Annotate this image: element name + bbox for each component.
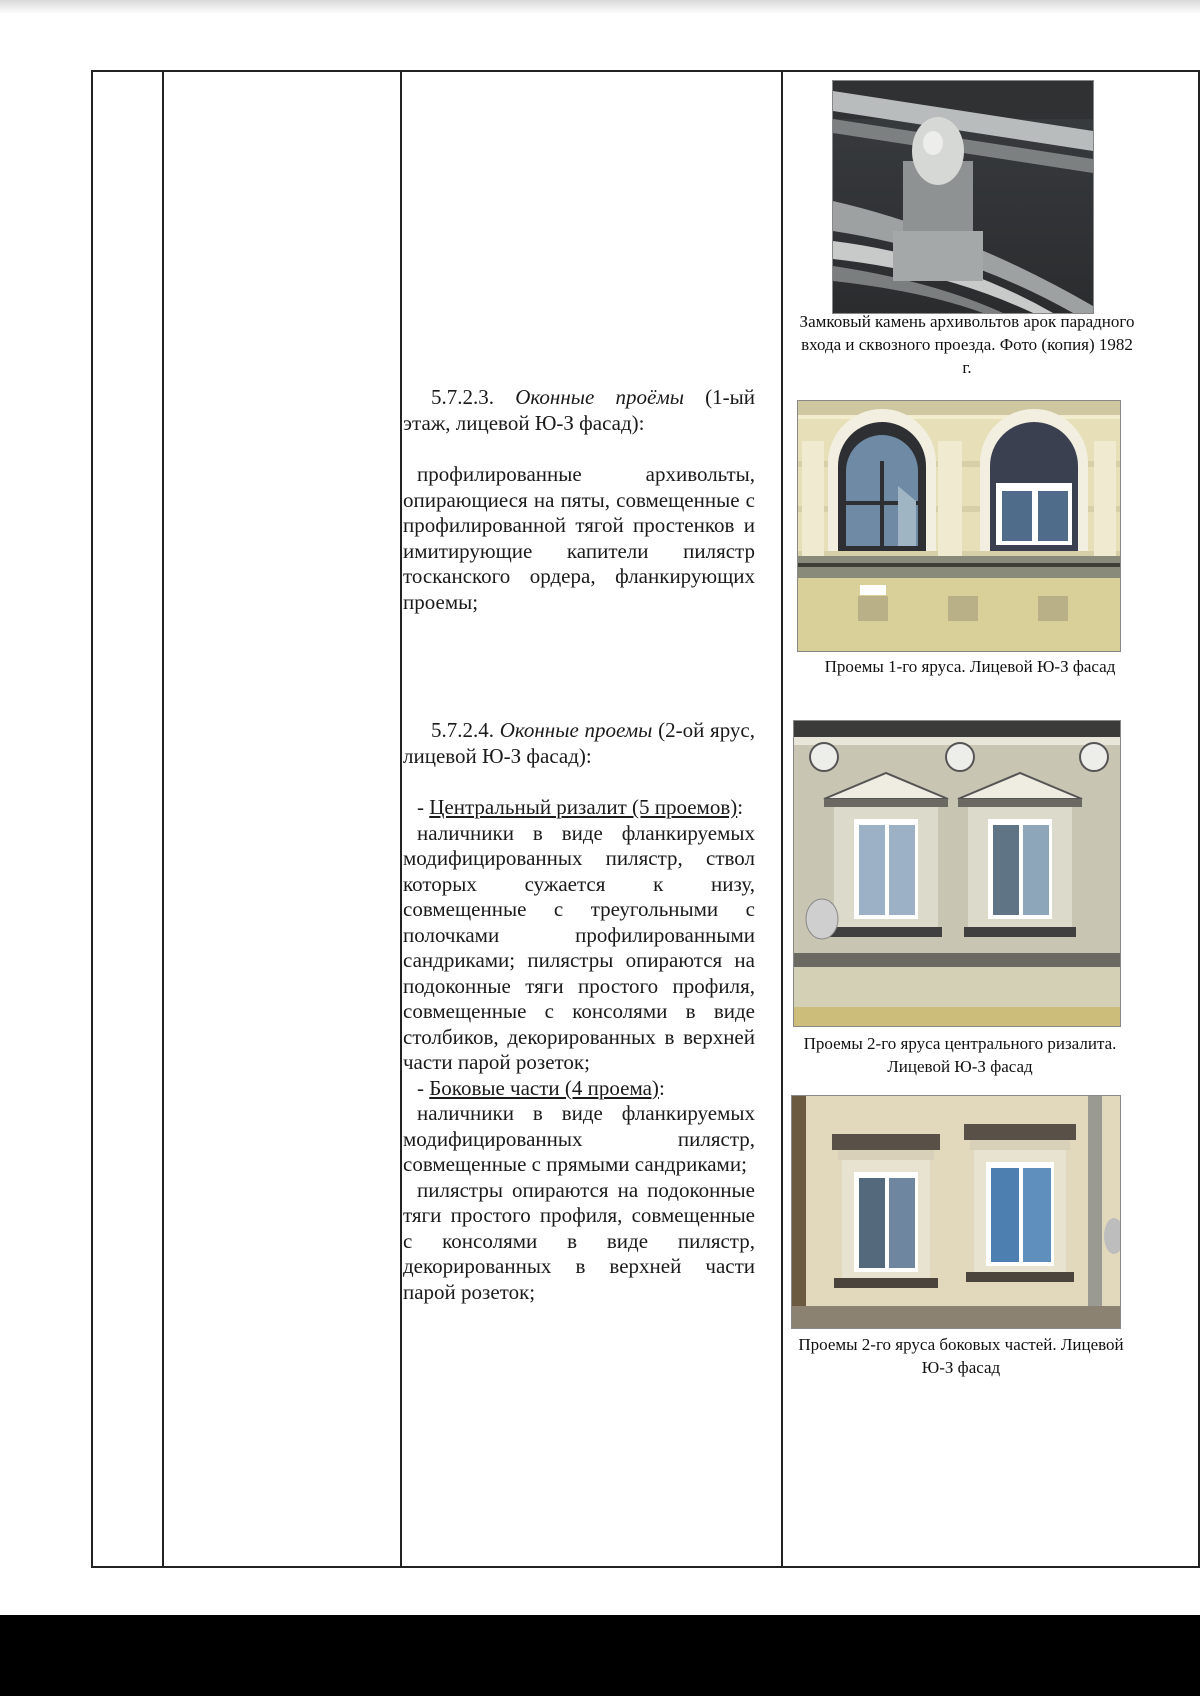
table-top-border — [91, 70, 1200, 72]
heading-italic: Оконные проёмы — [515, 385, 684, 409]
table-col-border-1 — [91, 70, 93, 1568]
central-risalit-caption: Проемы 2-го яруса центрального ризалита. Лицевой Ю-З фасад — [803, 1034, 1117, 1076]
section-heading — [403, 718, 755, 769]
keystone-photo-image — [833, 81, 1093, 313]
central-body: наличники в виде фланкируемых модифицированных пилястр, ствол которых сужается к низу, совмещенные с треугольными с полочками профилированными сандриками; пилястры опираются на подоконные тяги простого профиля, совмещенные с консолями в виде столбиков, декорированных в верхней части парой розеток; — [403, 820, 755, 1074]
side-parts-image — [792, 1096, 1120, 1328]
heading-number: 5.7.2.3. — [431, 385, 494, 409]
table-col-border-2 — [162, 70, 164, 1568]
heading-rest: (2-ой ярус, лицевой Ю-З фасад): — [403, 718, 755, 768]
keystone-photo — [832, 80, 1094, 314]
heading-rest: (1-ый этаж, лицевой Ю-З фасад): — [403, 385, 756, 435]
central-risalit-photo — [793, 720, 1121, 1027]
keystone-photo-caption: Замковый камень архивольтов арок парадного входа и сквозного проезда. Фото (копия) 1982 г. — [799, 312, 1135, 377]
scan-edge — [0, 0, 1200, 14]
section-heading — [403, 385, 755, 436]
side-body-1: наличники в виде фланкируемых модифицированных пилястр, совмещенные с прямыми сандриками; — [403, 1101, 755, 1176]
first-tier-windows-image — [798, 401, 1120, 651]
table-col-border-3 — [400, 70, 402, 1568]
section-5-7-2-3 — [403, 385, 755, 615]
scan-bottom-band — [0, 1615, 1200, 1696]
side-body-2: пилястры опираются на подоконные тяги простого профиля, совмещенные с консолями в виде пилястр, декорированных в верхней части парой розеток; — [403, 1177, 755, 1304]
side-parts-caption: Проемы 2-го яруса боковых частей. Лицевой Ю-З фасад — [798, 1335, 1124, 1377]
central-risalit-image — [794, 721, 1120, 1026]
side-label-line: - Боковые части (4 проема): — [417, 1075, 665, 1100]
first-tier-windows-photo — [797, 400, 1121, 652]
section-body: профилированные архивольты, опирающиеся на пяты, совмещенные с профилированной тягой простенков и имитирующие капители пилястр тосканского ордера, фланкирующих проемы; — [403, 462, 755, 614]
central-label-line: - Центральный ризалит (5 проемов): — [417, 795, 744, 819]
section-5-7-2-4 — [403, 718, 755, 1305]
central-label: Центральный ризалит (5 проемов) — [429, 795, 738, 819]
side-parts-photo — [791, 1095, 1121, 1329]
table-col-border-4 — [781, 70, 783, 1568]
heading-italic: Оконные проемы — [499, 718, 653, 742]
first-tier-windows-caption: Проемы 1-го яруса. Лицевой Ю-З фасад — [824, 657, 1116, 676]
heading-number: 5.7.2.4. — [431, 718, 494, 742]
table-bottom-border — [91, 1566, 1200, 1568]
side-label: Боковые части (4 проема) — [429, 1075, 659, 1100]
